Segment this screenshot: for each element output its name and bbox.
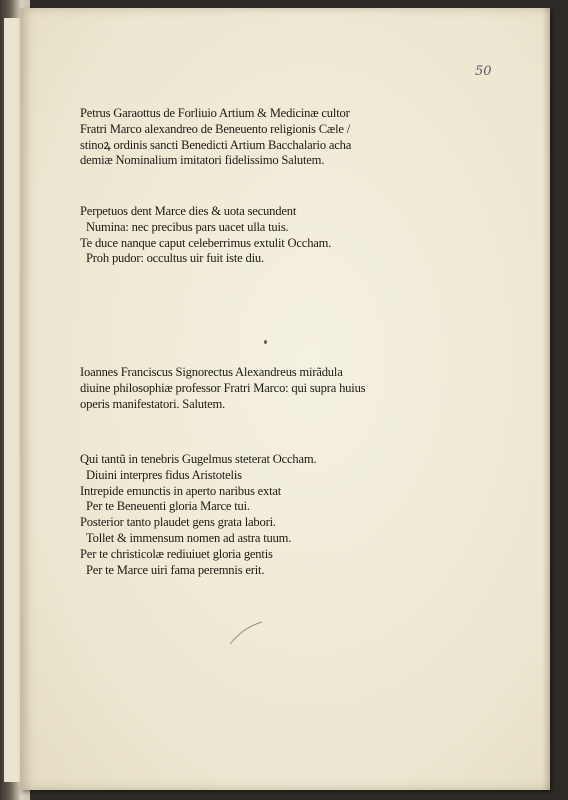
- verse-line: Per te Beneuenti gloria Marce tui.: [86, 499, 250, 514]
- verse-line: Tollet & immensum nomen ad astra tuum.: [86, 530, 292, 545]
- verse-line: Posterior tanto plaudet gens grata labori.: [80, 515, 276, 530]
- verse-line: Proh pudor: occultus uir fuit iste diu.: [86, 251, 264, 266]
- verse-line: Perpetuos dent Marce dies & uota secundent: [80, 204, 297, 218]
- dedication-block-2: [80, 365, 365, 412]
- dedication-block: [80, 106, 351, 169]
- left-page-edge: [4, 18, 21, 782]
- text-line: stinoꝝ ordinis sancti Benedicti Artium Bacchalario acha: [80, 137, 352, 152]
- text-line: Ioannes Franciscus Signorectus Alexandreus mirãdula: [80, 365, 343, 379]
- ink-spot: [264, 340, 267, 344]
- verse-line: Numina: nec precibus pars uacet ulla tuis.: [86, 219, 289, 234]
- manuscript-page: [20, 8, 550, 790]
- text-line: operis manifestatori. Salutem.: [80, 396, 226, 411]
- text-line: Petrus Garaottus de Forliuio Artium & Medicinæ cultor: [80, 106, 350, 120]
- verse-line: Per te Marce uiri fama peremnis erit.: [86, 562, 265, 577]
- text-line: demiæ Nominalium imitatori fidelissimo Salutem.: [80, 153, 325, 168]
- pen-stroke-mark: [228, 620, 264, 646]
- verse-line: Qui tantũ in tenebris Gugelmus steterat Occham.: [80, 452, 317, 466]
- text-line: Fratri Marco alexandreo de Beneuento religionis Cæle /: [80, 121, 351, 136]
- poem-block-2: [80, 452, 316, 578]
- verse-line: Te duce nanque caput celeberrimus extulit Occham.: [80, 235, 332, 250]
- text-line: diuine philosophiæ professor Fratri Marco: qui supra huius: [80, 380, 366, 395]
- verse-line: Diuini interpres fidus Aristotelis: [86, 467, 242, 482]
- verse-line: Intrepide emunctis in aperto naribus extat: [80, 483, 282, 498]
- folio-number: 50: [475, 64, 492, 79]
- page-shadow: [542, 8, 550, 790]
- verse-line: Per te christicolæ rediuiuet gloria gentis: [80, 546, 273, 561]
- poem-block-1: [80, 204, 331, 267]
